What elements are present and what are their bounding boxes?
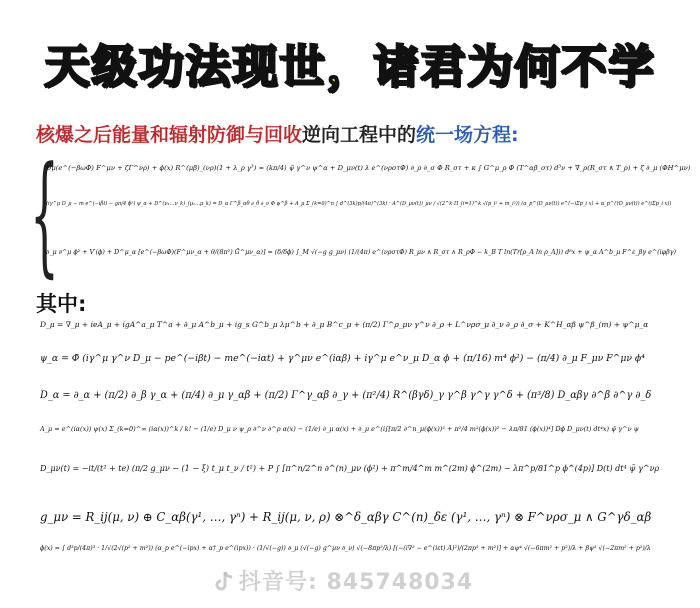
watermark [215, 565, 473, 596]
subtitle-part-1: 核爆之后能量和辐射防御与回收 [36, 124, 303, 146]
subtitle-part-3: 统一场方程: [416, 124, 519, 146]
equation-d-alpha: D_α = ∂_α + (π/2) ∂_β γ_α + (π/4) ∂_μ γ_αβ + (π/2) Γ^γ_αβ ∂_γ + (π²/4) R^(βγδ)_γ γ^β γ^γ γ^δ + (π³/8) D_αβγ ∂^β ∂^γ ∂_δ [40, 390, 652, 401]
system-line-2: (iγ^μ D_μ − m e^(−iβt) − gπ/4 ϕ²) ψ_α + D^(ν₁…ν_k)_(μ₁…μ_k) = D_α Γ^β_αθ ∂_θ ∂_ν Φ ψ^β + A_μ Σ_(k=0)^n ∫ d^(3k)p/(4π)^(3k) · A^(D_μν(t))_μν / √(2^k Π_(i=1)^k √(p_i² + m_i²)) (α_p^(D_μν(t)) e^(−iΣp_i x) + α_p^(†D_μν(t)) e^(iΣp_i x)) [46, 201, 672, 207]
subtitle-part-2: 逆向工程中的 [302, 124, 417, 146]
douyin-logo-icon [215, 571, 233, 593]
equation-metric: g_μν = R_ij(μ, ν) ⊕ C_αβ(γ¹, …, γⁿ) + R_ij(μ, ν, ρ) ⊗^δ_αβγ C^(n)_δε (γ¹, …, γⁿ) ⊗ F^νρσ_μ ∧ G^γδ_αβ [40, 510, 652, 524]
subtitle [36, 120, 676, 147]
watermark-text: 抖音号: 845748034 [239, 570, 474, 595]
equation-propagator: D_μν(t) = −it/(t² + te) (π/2 g_μν − (1 − ξ) t_μ t_ν / t²) + P ∫ [π^n/2^n ∂^(n)_μν (ϕ²) + π^m/4^m m^(2m) ϕ^(2m) − λπ^p/81^p ϕ^(4p)] D(t) dt⁴ ψ̄ γ^νρ [40, 464, 660, 473]
system-brace: { [30, 138, 59, 290]
where-label: 其中: [36, 292, 87, 316]
system-line-1: Dμ(e^(−βωΦ) F^μν + ζΓ^νρ) + ϕ(x) R^(μβ)_(νρ)(1 + λ_ρ γ³) = (kπ/4) ψ̄ γ^ν ψ^α + D_μν(t) λ e^(νρστΦ) ∂_ρ ∂_σ Φ R_στ + κ ∫ G^μ_ρ Φ (T^αβ_στ) d³ν + ∇_ρ(R_στ ∧ T_ρ) + ζ ∂_μ (ΦH^μν) [46, 164, 691, 172]
equation-a-mu: A_μ = e^(iα(x)) ψ(x) Σ_(k=0)^∞ (iα(x))^k / k! − (1/e) D_μ ν ψ_ρ ∂^ν ∂^ρ α(x) − (1/e) ∂_μ α(x) + ∂_μ e^(i∫[π/2 ∂^n_μ(ϕ(x))² + π²/4 m²(ϕ(x))² − λπ/81 (ϕ(x))⁴] Dϕ D_μν(t) dt⁴x) ψ̄ γ^ν ψ [40, 425, 639, 433]
equation-psi-alpha: ψ_α = Φ̄ (iγ^μ γ^ν D_μ − pe^(−iβt) − me^(−iαt) + γ^μν e^(iαβ) + iγ^μ e^ν_μ D_α ϕ + (π/16) m⁴ ϕ²) − (π/4) ∂_μ F_μν F^μν ϕ⁴ [40, 353, 645, 364]
headline: 天级功法现世，诸君为何不学 [44, 40, 656, 93]
system-line-3: ∂_μ ∂^μ ϕ² + V′(ϕ) + D^μ_α [e^(−βωΦ)(F^μν_α + θ/(8π²) G̃^μν_α)] = (δ/δϕ) ∫_M √(−g g_μν) (1/(4π) e^(νρστΦ) R_μν ∧ R_στ ∧ R_ρΦ − k_B T ln(Tr[ρ_A ln ρ_A])) d⁸x + ψ_α A^b_μ F^ε_βγ e^(iφβγ) [46, 249, 677, 256]
unified-field-equation-system [30, 138, 691, 290]
equation-phi-x: ϕ(x) = ∫ d³p/(4π)³ · 1/√(2√(p² + m²)) (α_p e^(−ipx) + α†_p e^(ipx)) · (1/√(−g)) ∂_μ (√(−g) g^μν ∂_ν) √(−8πp²/λ) [(−(i∇² − e^(iεt) A)²)/(2πp³ + m²)] + αψ⁴ √(−6πm² + p²)/λ + βψ³ √(−2πm² + p²)/λ [40, 545, 651, 552]
equation-covariant-derivative: D_μ = ∇_μ + ieA_μ + igA^a_μ T^a + ∂_μ A^b_μ + ig_s G^b_μ λμ^b + ∂_μ B^c_μ + (π/2) Γ^ρ_μν γ^ν ∂_ρ + L^νρσ_μ ∂_ν ∂_ρ ∂_σ + K^H_αβ ψ^β_(m) + ψ^μ_α [40, 320, 649, 329]
